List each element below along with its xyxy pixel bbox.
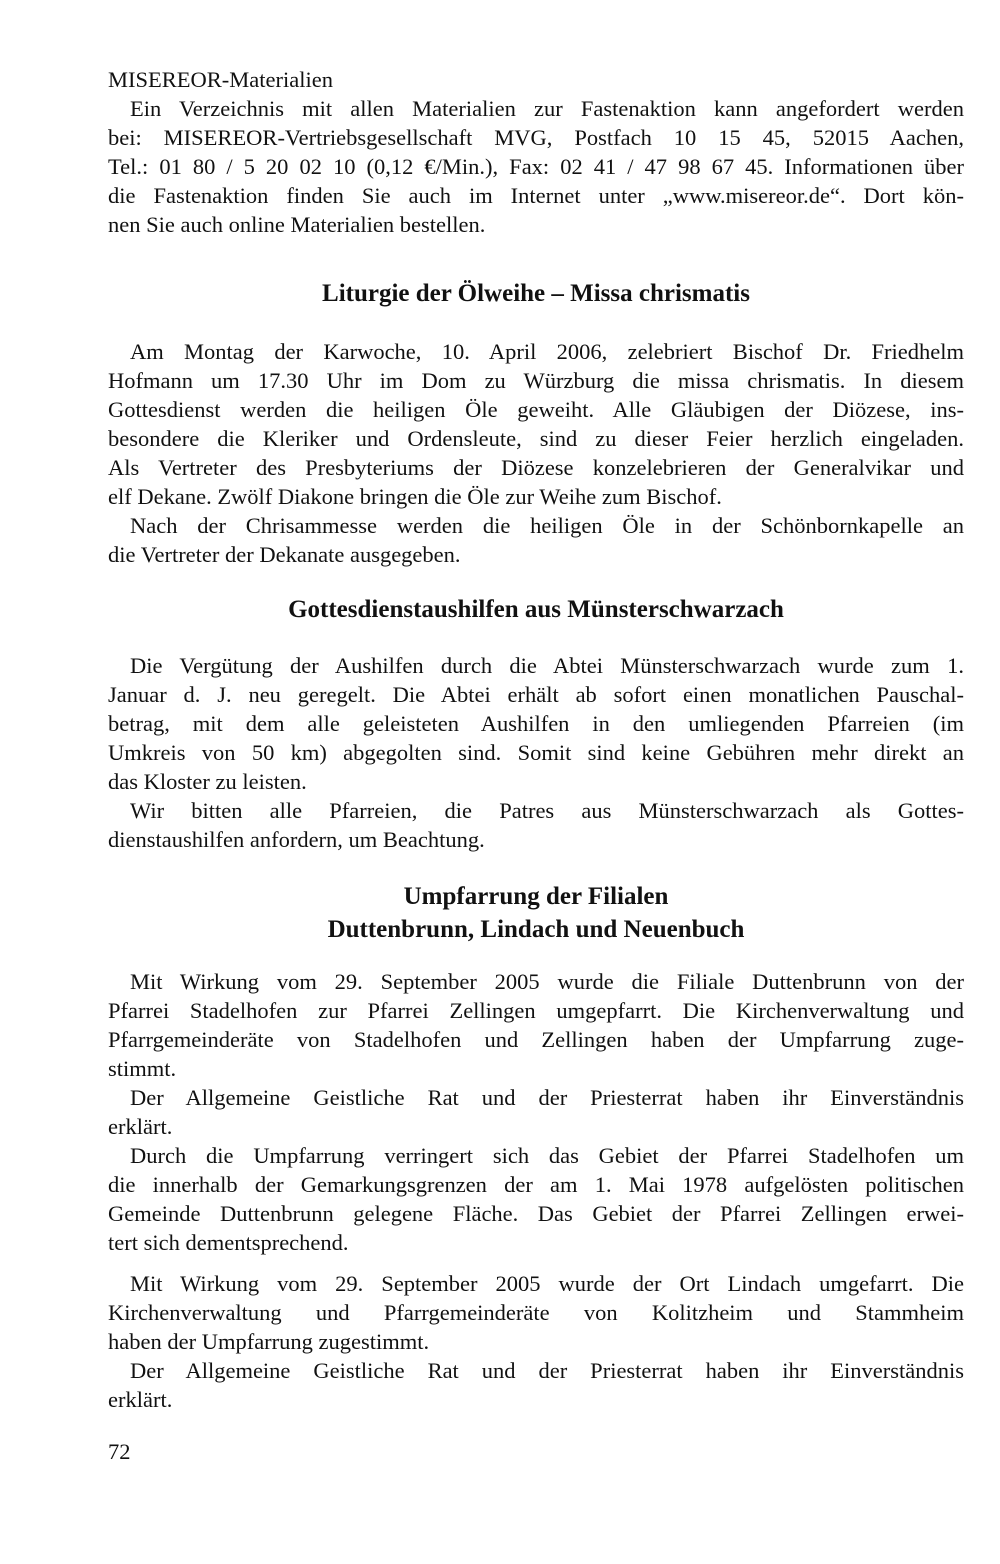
body-line: tert sich dementsprechend. [108, 1230, 349, 1255]
body-line: besondere die Kleriker und Ordensleute, sind zu dieser Feier herzlich eingeladen. [108, 426, 964, 451]
body-line: Nach der Chrisammesse werden die heiligen Öle in der Schönbornkapelle an [130, 513, 964, 538]
body-line: Wir bitten alle Pfarreien, die Patres aus Münsterschwarzach als Gottes- [130, 798, 964, 823]
intro-line: Ein Verzeichnis mit allen Materialien zur Fastenaktion kann angefordert werden [130, 96, 964, 121]
body-line: Gemeinde Duttenbrunn gelegene Fläche. Das Gebiet der Pfarrei Zellingen erwei- [108, 1201, 964, 1226]
body-line: die Vertreter der Dekanate ausgegeben. [108, 542, 461, 567]
intro-line: nen Sie auch online Materialien bestellen. [108, 212, 486, 237]
body-line: erklärt. [108, 1387, 173, 1412]
section-body [108, 967, 964, 1257]
body-line: Der Allgemeine Geistliche Rat und der Priesterrat haben ihr Einverständnis [130, 1358, 964, 1383]
body-line: Gottesdienst werden die heiligen Öle geweiht. Alle Gläubigen der Diözese, ins- [108, 397, 964, 422]
body-line: Januar d. J. neu geregelt. Die Abtei erhält ab sofort einen monatlichen Pauschal- [108, 682, 964, 707]
intro-line: Tel.: 01 80 / 5 20 02 10 (0,12 €/Min.), Fax: 02 41 / 47 98 67 45. Informationen über [108, 154, 964, 179]
body-line: Durch die Umpfarrung verringert sich das Gebiet der Pfarrei Stadelhofen um [130, 1143, 964, 1168]
intro-line: die Fastenaktion finden Sie auch im Internet unter „www.misereor.de“. Dort kön- [108, 183, 964, 208]
section-heading-text: Gottesdienstaushilfen aus Münsterschwarzach [288, 596, 784, 623]
body-line: Als Vertreter des Presbyteriums der Diözese konzelebrieren der Generalvikar und [108, 455, 964, 480]
body-line: Die Vergütung der Aushilfen durch die Abtei Münsterschwarzach wurde zum 1. [130, 653, 964, 678]
intro-block [108, 65, 964, 239]
body-line: Pfarrei Stadelhofen zur Pfarrei Zellingen umgepfarrt. Die Kirchenverwaltung und [108, 998, 964, 1023]
body-line: stimmt. [108, 1056, 177, 1081]
body-line: die innerhalb der Gemarkungsgrenzen der am 1. Mai 1978 aufgelösten politischen [108, 1172, 964, 1197]
section-heading [108, 880, 964, 946]
intro-title: MISEREOR-Materialien [108, 67, 333, 92]
body-line: Der Allgemeine Geistliche Rat und der Priesterrat haben ihr Einverständnis [130, 1085, 964, 1110]
body-line: Hofmann um 17.30 Uhr im Dom zu Würzburg die missa chrismatis. In diesem [108, 368, 964, 393]
section-heading [108, 277, 964, 310]
body-line: Umkreis von 50 km) abgegolten sind. Somit sind keine Gebühren mehr direkt an [108, 740, 964, 765]
section-body [108, 651, 964, 854]
body-line: Mit Wirkung vom 29. September 2005 wurde der Ort Lindach umgefarrt. Die [130, 1271, 964, 1296]
section-heading-line: Umpfarrung der Filialen [403, 883, 669, 910]
section-heading-line: Duttenbrunn, Lindach und Neuenbuch [327, 916, 745, 943]
page-number: 72 [108, 1439, 131, 1464]
section-body [108, 1269, 964, 1414]
body-line: betrag, mit dem alle geleisteten Aushilfen in den umliegenden Pfarreien (im [108, 711, 964, 736]
section-body [108, 337, 964, 569]
section-heading [108, 593, 964, 626]
body-line: dienstaushilfen anfordern, um Beachtung. [108, 827, 485, 852]
section-heading-text: Liturgie der Ölweihe – Missa chrismatis [322, 280, 750, 307]
body-line: Mit Wirkung vom 29. September 2005 wurde die Filiale Duttenbrunn von der [130, 969, 964, 994]
body-line: haben der Umpfarrung zugestimmt. [108, 1329, 430, 1354]
intro-line: bei: MISEREOR-Vertriebsgesellschaft MVG, Postfach 10 15 45, 52015 Aachen, [108, 125, 964, 150]
body-line: erklärt. [108, 1114, 173, 1139]
body-line: das Kloster zu leisten. [108, 769, 307, 794]
body-line: elf Dekane. Zwölf Diakone bringen die Öle zur Weihe zum Bischof. [108, 484, 722, 509]
body-line: Pfarrgemeinderäte von Stadelhofen und Zellingen haben der Umpfarrung zuge- [108, 1027, 964, 1052]
body-line: Am Montag der Karwoche, 10. April 2006, zelebriert Bischof Dr. Friedhelm [130, 339, 964, 364]
body-line: Kirchenverwaltung und Pfarrgemeinderäte von Kolitzheim und Stammheim [108, 1300, 964, 1325]
